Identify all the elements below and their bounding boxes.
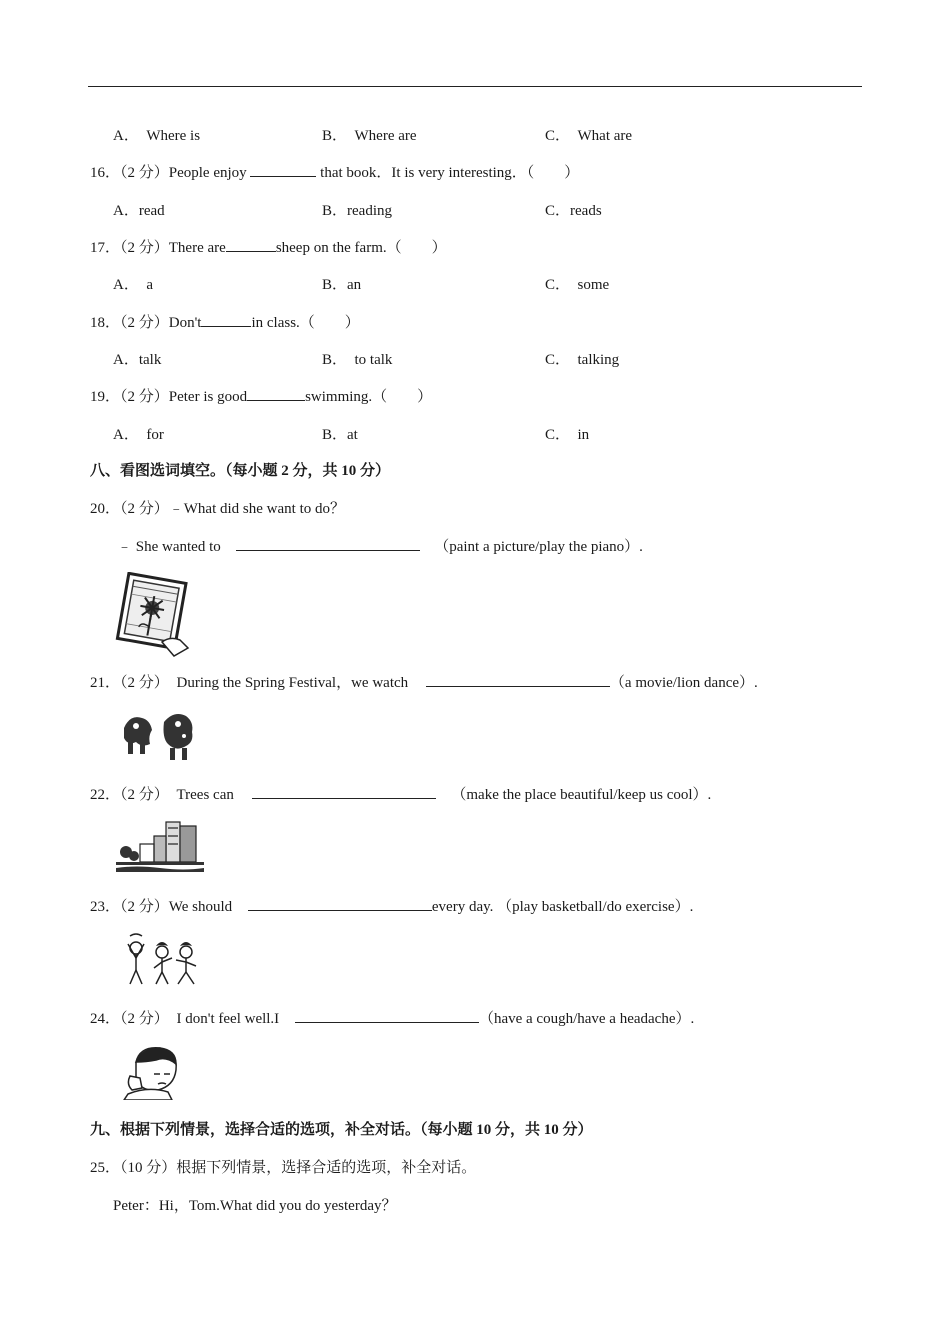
q23-blank[interactable] [248,898,432,911]
q23-text-post: every day. （play basketball/do exercise）. [431,899,694,915]
section-8-heading: 八、看图选词填空。（每小题 2 分，共 10 分） [90,463,391,479]
q16-text-pre: People enjoy [168,165,247,181]
q22-stem [90,783,711,804]
q15-option-c[interactable]: C． What are [545,128,633,144]
q25-instruction: 根据下列情景，选择合适的选项，补全对话。 [176,1160,477,1176]
q21-stem [90,671,758,692]
q24-text-pre: I don't feel well.I [176,1011,280,1027]
city-trees-picture [116,818,204,874]
q23-number: 23．（2 分） [90,899,169,915]
q19-option-a[interactable]: A． for [113,427,164,443]
section-9-heading: 九、根据下列情景，选择合适的选项，补全对话。（每小题 10 分，共 10 分） [90,1122,593,1138]
q21-text-post: （a movie/lion dance）. [609,675,758,691]
q16-blank[interactable] [250,164,316,177]
q18-text-pre: Don't [168,315,202,331]
q23-text-pre: We should [168,899,233,915]
q17-option-c[interactable]: C． some [545,277,610,293]
q24-stem [90,1007,694,1028]
q16-option-b[interactable]: B．reading [322,203,392,219]
q19-text-post: swimming.（ ） [305,389,433,405]
q20-question: ﹣What did she want to do？ [168,501,345,517]
q22-text-post: （make the place beautiful/keep us cool）. [451,787,712,803]
q19-text-pre: Peter is good [168,389,248,405]
q25-number: 25．（10 分） [90,1160,177,1176]
q19-option-b[interactable]: B．at [322,427,358,443]
q21-text-pre: During the Spring Festival，we watch [176,675,409,691]
headache-boy-picture [122,1044,188,1100]
q18-option-c[interactable]: C． talking [545,352,620,368]
q15-option-a[interactable]: A． Where is [113,128,201,144]
q17-text-pre: There are [168,240,226,256]
dialog-line-peter: Peter：Hi，Tom.What did you do yesterday？ [113,1198,397,1214]
lion-dance-picture [120,708,200,762]
q20-text-pre: ﹣ She wanted to [117,539,221,555]
q19-number: 19．（2 分） [90,389,169,405]
q16-option-c[interactable]: C．reads [545,203,602,219]
q16-number: 16．（2 分） [90,165,169,181]
q18-stem [90,311,360,332]
q20-text-post: （paint a picture/play the piano）. [434,539,643,555]
q21-blank[interactable] [426,674,610,687]
q25-stem [90,1156,476,1177]
q16-text-post: that book．It is very interesting．（ ） [320,165,580,181]
q18-text-post: in class.（ ） [251,315,360,331]
q24-text-post: （have a cough/have a headache）. [478,1011,695,1027]
q18-number: 18．（2 分） [90,315,169,331]
q17-number: 17．（2 分） [90,240,169,256]
q18-option-b[interactable]: B． to talk [322,352,393,368]
q24-blank[interactable] [295,1010,479,1023]
q17-option-b[interactable]: B．an [322,277,362,293]
q19-stem [90,385,432,406]
q17-blank[interactable] [226,239,276,252]
q24-number: 24．（2 分） [90,1011,169,1027]
q20-blank[interactable] [236,538,420,551]
q18-option-a[interactable]: A．talk [113,352,162,368]
q22-number: 22．（2 分） [90,787,169,803]
q17-stem [90,236,447,257]
q20-stem [90,497,345,518]
q19-blank[interactable] [247,388,305,401]
exercise-picture [120,932,204,990]
q15-option-b[interactable]: B． Where are [322,128,417,144]
q16-stem [90,161,579,182]
painting-picture [112,572,192,658]
q17-text-post: sheep on the farm.（ ） [275,240,447,256]
q17-option-a[interactable]: A． a [113,277,153,293]
q23-stem [90,895,693,916]
q20-answer-line [117,535,643,556]
q22-text-pre: Trees can [176,787,234,803]
header-rule [88,86,862,87]
q22-blank[interactable] [252,786,436,799]
q21-number: 21．（2 分） [90,675,169,691]
q18-blank[interactable] [201,314,251,327]
q20-number: 20．（2 分） [90,501,169,517]
q19-option-c[interactable]: C． in [545,427,590,443]
q16-option-a[interactable]: A．read [113,203,165,219]
